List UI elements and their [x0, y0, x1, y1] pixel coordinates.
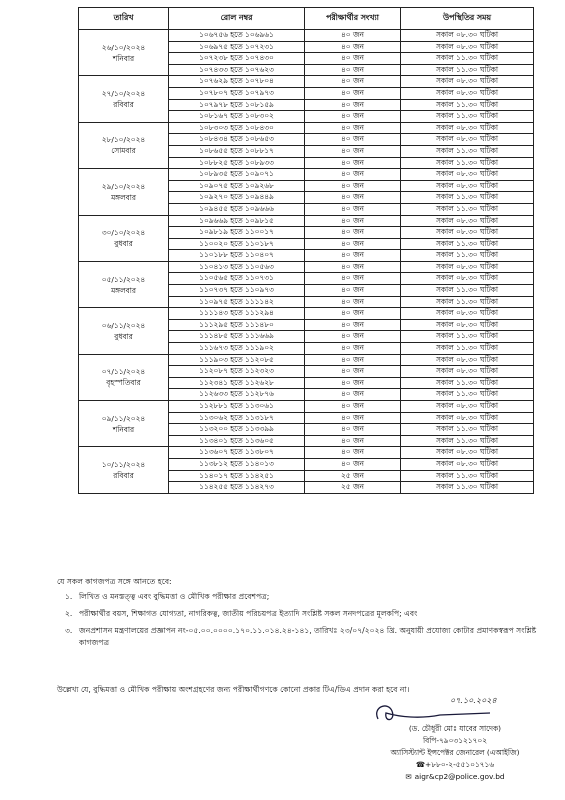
ta-da-note: উল্লেখ্য যে, বুদ্ধিমত্তা ও মৌখিক পরীক্ষায় অংশগ্রহণের জন্য পরীক্ষার্থীগণকে কোনো প্রকার টিএ/ডিএ প্রদান করা হবে না। [57, 685, 410, 694]
roll-range-cell: ১১১২৯৫ হতে ১১১৪৮০ [169, 319, 305, 331]
date-cell [79, 261, 169, 307]
reporting-time-cell: সকাল ১১.৩০ ঘটিকা [401, 192, 534, 204]
candidate-count-cell: ৪০ জন [305, 447, 401, 459]
roll-range-cell: ১০৯০৭৫ হতে ১০৯২৬৮ [169, 180, 305, 192]
candidate-count-cell: ৪০ জন [305, 401, 401, 413]
roll-range-cell: ১১০৯৭৫ হতে ১১১১৪২ [169, 296, 305, 308]
table-header-row [79, 8, 534, 30]
date-cell [79, 30, 169, 76]
exam-day: বুধবার [114, 331, 133, 341]
candidate-count-cell: ৪০ জন [305, 227, 401, 239]
reporting-time-cell: সকাল ০৮.৩০ ঘটিকা [401, 215, 534, 227]
exam-day: সোমবার [111, 146, 136, 156]
table-row [79, 261, 534, 273]
reporting-time-cell: সকাল ০৮.৩০ ঘটিকা [401, 122, 534, 134]
candidate-count-cell: ৪০ জন [305, 319, 401, 331]
date-cell [79, 447, 169, 493]
notes-item-text: পরীক্ষার্থীর বয়স, শিক্ষাগত যোগ্যতা, নাগরিকত্ব, জাতীয় পরিচয়পত্র ইত্যাদি সংশ্লিষ্ট সকল সনদপত্রের মূলকপি; এবং [79, 609, 418, 618]
candidate-count-cell: ৪০ জন [305, 169, 401, 181]
mail-icon: ✉ [405, 772, 412, 781]
reporting-time-cell: সকাল ০৮.৩০ ঘটিকা [401, 354, 534, 366]
signatory-email[interactable]: aigr&cp2@police.gov.bd [414, 772, 505, 781]
reporting-time-cell: সকাল ১১.৩০ ঘটিকা [401, 145, 534, 157]
roll-range-cell: ১১১৪৮৫ হতে ১১১৬৬৯ [169, 331, 305, 343]
exam-day: শনিবার [112, 424, 135, 434]
reporting-time-cell: সকাল ১১.৩০ ঘটিকা [401, 64, 534, 76]
exam-date: ২৬/১০/২০২৪ [101, 42, 146, 52]
candidate-count-cell: ৪০ জন [305, 458, 401, 470]
schedule-body [79, 30, 534, 494]
roll-range-cell: ১১৩৪০১ হতে ১১৩৬০৫ [169, 435, 305, 447]
header-time: উপস্থিতির সময় [401, 8, 534, 30]
notes-item-text: জনপ্রশাসন মন্ত্রণালয়ের প্রজ্ঞাপন নং-০৫.০০.০০০০.১৭০.১১.০১৪.২৪-১৪১, তারিখঃ ২৩/০৭/২০২৪ খ্রি. অনুযায়ী প্রযোজ্য কোটার প্রমাণকস্বরূপ সংশ্লিষ্ট কাগজপত্র [79, 626, 537, 647]
reporting-time-cell: সকাল ১১.৩০ ঘটিকা [401, 435, 534, 447]
notes-item-text: লিখিত ও মনস্তত্ত্ব এবং বুদ্ধিমত্তা ও মৌখিক পরীক্ষার প্রবেশপত্র; [79, 592, 270, 601]
exam-day: রবিবার [113, 100, 134, 110]
roll-range-cell: ১০৮১৬৭ হতে ১০৮৩০২ [169, 111, 305, 123]
roll-range-cell: ১০৬৭৫৬ হতে ১০৬৯৬১ [169, 30, 305, 42]
roll-range-cell: ১১২৮৮১ হতে ১১৩০৬১ [169, 401, 305, 413]
reporting-time-cell: সকাল ১১.৩০ ঘটিকা [401, 238, 534, 250]
candidate-count-cell: ৪০ জন [305, 87, 401, 99]
candidate-count-cell: ৪০ জন [305, 343, 401, 355]
notes-item-number: ১. [65, 592, 73, 601]
date-cell [79, 215, 169, 261]
signatory-name: (ড. চৌধুরী মোঃ যাবের সাদেক) [408, 724, 502, 733]
reporting-time-cell: সকাল ০৮.৩০ ঘটিকা [401, 180, 534, 192]
exam-date: ০৯/১১/২০২৪ [101, 413, 146, 423]
signatory-email-row [380, 771, 530, 783]
reporting-time-cell: সকাল ১১.৩০ ঘটিকা [401, 343, 534, 355]
notes-item [57, 591, 537, 603]
roll-range-cell: ১০৭৪৩৩ হতে ১০৭৬২৩ [169, 64, 305, 76]
candidate-count-cell: ৪০ জন [305, 424, 401, 436]
roll-range-cell: ১১১৬৭৩ হতে ১১১৯০২ [169, 343, 305, 355]
table-row [79, 354, 534, 366]
exam-date: ২৯/১০/২০২৪ [101, 181, 146, 191]
reporting-time-cell: সকাল ০৮.৩০ ঘটিকা [401, 319, 534, 331]
roll-range-cell: ১০৭৬২৯ হতে ১০৭৮০৪ [169, 76, 305, 88]
candidate-count-cell: ৪০ জন [305, 192, 401, 204]
reporting-time-cell: সকাল ১১.৩০ ঘটিকা [401, 53, 534, 65]
roll-range-cell: ১০৭২৩৮ হতে ১০৭৪৩০ [169, 53, 305, 65]
candidate-count-cell: ৪০ জন [305, 366, 401, 378]
reporting-time-cell: সকাল ০৮.৩০ ঘটিকা [401, 169, 534, 181]
header-count: পরীক্ষার্থীর সংখ্যা [305, 8, 401, 30]
roll-range-cell: ১১৩৮১২ হতে ১১৪০১৩ [169, 458, 305, 470]
candidate-count-cell: ৪০ জন [305, 41, 401, 53]
reporting-time-cell: সকাল ০৮.৩০ ঘটিকা [401, 30, 534, 42]
reporting-time-cell: সকাল ০৮.৩০ ঘটিকা [401, 308, 534, 320]
table-row [79, 122, 534, 134]
reporting-time-cell: সকাল ০৮.৩০ ঘটিকা [401, 134, 534, 146]
candidate-count-cell: ৪০ জন [305, 64, 401, 76]
candidate-count-cell: ৪০ জন [305, 157, 401, 169]
roll-range-cell: ১১১৯০৩ হতে ১১২০৮৫ [169, 354, 305, 366]
exam-day: বৃহস্পতিবার [106, 378, 141, 388]
exam-date: ০৫/১১/২০২৪ [101, 274, 146, 284]
reporting-time-cell: সকাল ০৮.৩০ ঘটিকা [401, 401, 534, 413]
reporting-time-cell: সকাল ০৮.৩০ ঘটিকা [401, 227, 534, 239]
candidate-count-cell: ৪০ জন [305, 53, 401, 65]
date-cell [79, 122, 169, 168]
candidate-count-cell: ৪০ জন [305, 180, 401, 192]
notes-item [57, 608, 537, 620]
roll-range-cell: ১১৪০১৭ হতে ১১৪২৫১ [169, 470, 305, 482]
candidate-count-cell: ৪০ জন [305, 261, 401, 273]
candidate-count-cell: ৪০ জন [305, 215, 401, 227]
candidate-count-cell: ২৫ জন [305, 470, 401, 482]
roll-range-cell: ১০৯৬৬৯ হতে ১০৯৮১৫ [169, 215, 305, 227]
reporting-time-cell: সকাল ১১.৩০ ঘটিকা [401, 470, 534, 482]
date-cell [79, 308, 169, 354]
candidate-count-cell: ৪০ জন [305, 285, 401, 297]
notes-heading: যে সকল কাগজপত্র সঙ্গে আনতে হবে: [57, 577, 172, 586]
candidate-count-cell: ৪০ জন [305, 203, 401, 215]
table-row [79, 308, 534, 320]
candidate-count-cell: ৪০ জন [305, 377, 401, 389]
candidate-count-cell: ৪০ জন [305, 389, 401, 401]
exam-date: ০৭/১১/২০২৪ [101, 367, 146, 377]
reporting-time-cell: সকাল ১১.৩০ ঘটিকা [401, 389, 534, 401]
signatory-bp: বিপি-৭৯০৩১২১৭০২ [422, 736, 488, 745]
roll-range-cell: ১০৮৪৩৪ হতে ১০৮৬৫৩ [169, 134, 305, 146]
candidate-count-cell: ৪০ জন [305, 308, 401, 320]
candidate-count-cell: ৪০ জন [305, 145, 401, 157]
table-row [79, 169, 534, 181]
roll-range-cell: ১১০১৮৮ হতে ১১০৪০৭ [169, 250, 305, 262]
candidate-count-cell: ৪০ জন [305, 296, 401, 308]
reporting-time-cell: সকাল ১১.৩০ ঘটিকা [401, 296, 534, 308]
reporting-time-cell: সকাল ০৮.৩০ ঘটিকা [401, 41, 534, 53]
candidate-count-cell: ২৫ জন [305, 482, 401, 494]
exam-date: ২৭/১০/২০২৪ [101, 89, 146, 99]
date-cell [79, 354, 169, 400]
candidate-count-cell: ৪০ জন [305, 238, 401, 250]
reporting-time-cell: সকাল ১১.৩০ ঘটিকা [401, 157, 534, 169]
reporting-time-cell: সকাল ০৮.৩০ ঘটিকা [401, 87, 534, 99]
exam-date: ২৮/১০/২০২৪ [101, 135, 146, 145]
exam-day: শনিবার [112, 53, 135, 63]
date-cell [79, 76, 169, 122]
table-row [79, 447, 534, 459]
header-date: তারিখ [79, 8, 169, 30]
roll-range-cell: ১০৯২৭০ হতে ১০৯৪৪৯ [169, 192, 305, 204]
candidate-count-cell: ৪০ জন [305, 331, 401, 343]
reporting-time-cell: সকাল ০৮.৩০ ঘটিকা [401, 458, 534, 470]
exam-day: বুধবার [114, 239, 133, 249]
roll-range-cell: ১০৮৯৩৫ হতে ১০৯০৭১ [169, 169, 305, 181]
exam-date: ১০/১১/২০২৪ [101, 460, 146, 470]
roll-range-cell: ১১২৬৩৩ হতে ১১২৮৭৬ [169, 389, 305, 401]
candidate-count-cell: ৪০ জন [305, 122, 401, 134]
signature-date: ০৭.১০.২০২৪ [450, 696, 497, 705]
date-cell [79, 401, 169, 447]
exam-day: মঙ্গলবার [111, 285, 136, 295]
table-row [79, 30, 534, 42]
roll-range-cell: ১১২৩৪১ হতে ১১২৬২৮ [169, 377, 305, 389]
signatory-title: অ্যাসিস্ট্যান্ট ইন্সপেক্টর জেনারেল (এআইজি) [390, 748, 520, 757]
roll-range-cell: ১০৭৯৭৮ হতে ১০৮১৫৯ [169, 99, 305, 111]
reporting-time-cell: সকাল ১১.৩০ ঘটিকা [401, 99, 534, 111]
roll-range-cell: ১১২০৮৭ হতে ১১২৩২৩ [169, 366, 305, 378]
roll-range-cell: ১০৯৮১৯ হতে ১১০০১৭ [169, 227, 305, 239]
reporting-time-cell: সকাল ০৮.৩০ ঘটিকা [401, 366, 534, 378]
roll-range-cell: ১১০৭৩৭ হতে ১১০৯৭৩ [169, 285, 305, 297]
notes-item [57, 625, 537, 649]
roll-range-cell: ১১৩৬০৭ হতে ১১৩৮০৭ [169, 447, 305, 459]
exam-day: রবিবার [113, 471, 134, 481]
roll-range-cell: ১১৩২০০ হতে ১১৩৩৯৯ [169, 424, 305, 436]
roll-range-cell: ১১০৪১৩ হতে ১১০৫৬৩ [169, 261, 305, 273]
candidate-count-cell: ৪০ জন [305, 273, 401, 285]
roll-range-cell: ১০৯৪৫৫ হতে ১০৯৬৬৬ [169, 203, 305, 215]
reporting-time-cell: সকাল ১১.৩০ ঘটিকা [401, 285, 534, 297]
roll-range-cell: ১১০০২০ হতে ১১০১৮৭ [169, 238, 305, 250]
documents-notes [57, 576, 537, 654]
reporting-time-cell: সকাল ১১.৩০ ঘটিকা [401, 111, 534, 123]
candidate-count-cell: ৪০ জন [305, 99, 401, 111]
signatory-phone: ☎+৮৮০-২-৫৫১০১৭১৬ [415, 760, 495, 769]
roll-range-cell: ১০৭৮০৭ হতে ১০৭৯৭৩ [169, 87, 305, 99]
exam-day: মঙ্গলবার [111, 192, 136, 202]
signature-block [380, 695, 530, 783]
reporting-time-cell: সকাল ১১.৩০ ঘটিকা [401, 424, 534, 436]
date-cell [79, 169, 169, 215]
reporting-time-cell: সকাল ০৮.৩০ ঘটিকা [401, 412, 534, 424]
candidate-count-cell: ৪০ জন [305, 134, 401, 146]
notes-item-number: ২. [65, 609, 73, 618]
reporting-time-cell: সকাল ১১.৩০ ঘটিকা [401, 331, 534, 343]
exam-date: ০৬/১১/২০২৪ [101, 320, 146, 330]
reporting-time-cell: সকাল ০৮.৩০ ঘটিকা [401, 261, 534, 273]
table-row [79, 76, 534, 88]
candidate-count-cell: ৪০ জন [305, 111, 401, 123]
roll-range-cell: ১০৮৩০৩ হতে ১০৮৪৩০ [169, 122, 305, 134]
schedule-table [78, 7, 534, 494]
reporting-time-cell: সকাল ০৮.৩০ ঘটিকা [401, 76, 534, 88]
table-row [79, 401, 534, 413]
roll-range-cell: ১০৮৬৫৫ হতে ১০৮৮১৭ [169, 145, 305, 157]
header-roll: রোল নম্বর [169, 8, 305, 30]
exam-date: ৩০/১০/২০২৪ [101, 228, 146, 238]
reporting-time-cell: সকাল ১১.৩০ ঘটিকা [401, 377, 534, 389]
reporting-time-cell: সকাল ১১.৩০ ঘটিকা [401, 203, 534, 215]
candidate-count-cell: ৪০ জন [305, 76, 401, 88]
roll-range-cell: ১১৩০৬২ হতে ১১৩১৮৭ [169, 412, 305, 424]
roll-range-cell: ১১৪২৫৫ হতে ১১৪২৭৩ [169, 482, 305, 494]
notes-item-number: ৩. [65, 626, 73, 635]
reporting-time-cell: সকাল ০৮.৩০ ঘটিকা [401, 273, 534, 285]
candidate-count-cell: ৪০ জন [305, 30, 401, 42]
roll-range-cell: ১০৮৮২৫ হতে ১০৮৯৩৩ [169, 157, 305, 169]
roll-range-cell: ১০৬৯৭৫ হতে ১০৭২৩১ [169, 41, 305, 53]
candidate-count-cell: ৪০ জন [305, 435, 401, 447]
reporting-time-cell: সকাল ১১.৩০ ঘটিকা [401, 250, 534, 262]
reporting-time-cell: সকাল ১১.৩০ ঘটিকা [401, 482, 534, 494]
notes-list [57, 591, 537, 649]
candidate-count-cell: ৪০ জন [305, 412, 401, 424]
roll-range-cell: ১১১১৪৩ হতে ১১১২৯৪ [169, 308, 305, 320]
roll-range-cell: ১১০৫৬৫ হতে ১১০৭৩১ [169, 273, 305, 285]
table-row [79, 215, 534, 227]
reporting-time-cell: সকাল ০৮.৩০ ঘটিকা [401, 447, 534, 459]
candidate-count-cell: ৪০ জন [305, 354, 401, 366]
candidate-count-cell: ৪০ জন [305, 250, 401, 262]
